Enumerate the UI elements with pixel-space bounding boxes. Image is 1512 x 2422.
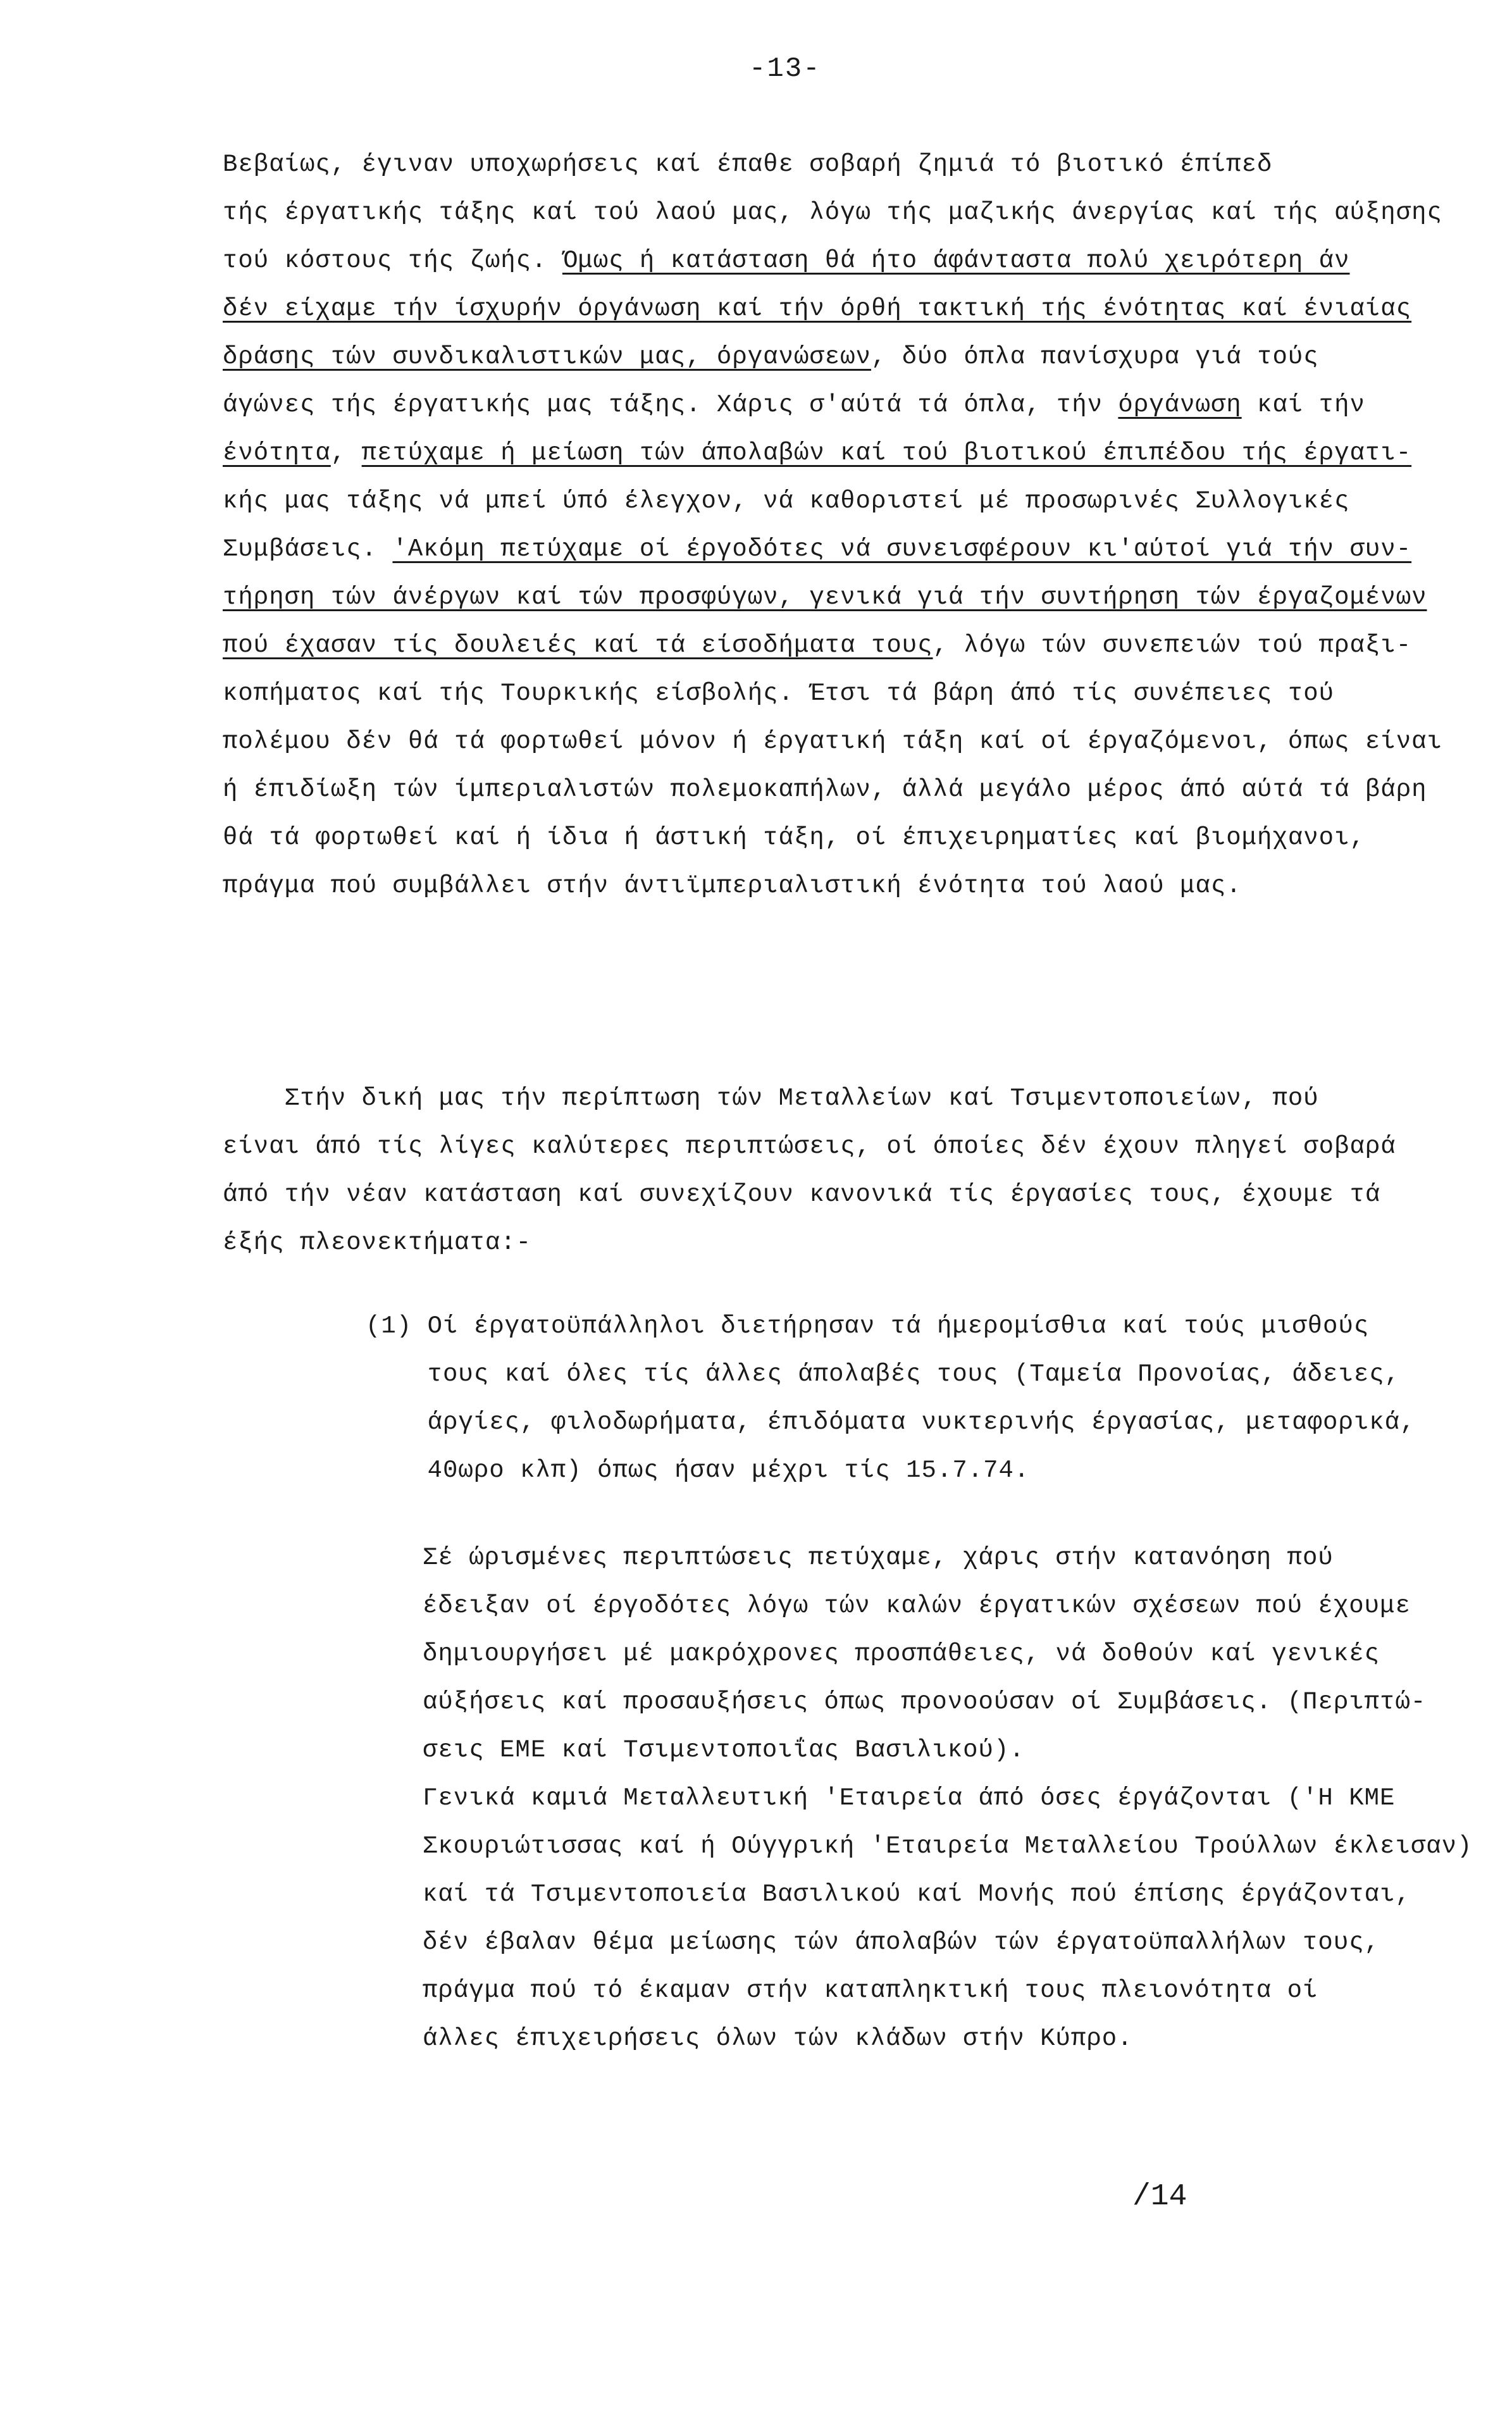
text-line [366, 1350, 1415, 1398]
text-line [423, 1870, 1472, 1918]
text-segment: , [330, 439, 362, 467]
text-line [223, 717, 1442, 766]
text-segment: άλλες έπιχειρήσεις όλων τών κλάδων στήν Κύπρο. [423, 2025, 1133, 2052]
paragraph-companies [223, 1074, 1396, 1267]
list-item-1 [366, 1302, 1415, 1494]
text-line [223, 189, 1442, 237]
text-segment: τού κόστους τής ζωής. [223, 247, 562, 275]
text-segment: θά τά φορτωθεί καί ή ίδια ή άστική τάξη, οί έπιχειρηματίες καί βιομήχανοι, [223, 824, 1365, 852]
text-line [223, 285, 1442, 333]
text-line [223, 1122, 1396, 1171]
paragraph-main [223, 140, 1442, 910]
text-segment: ή έπιδίωξη τών ίμπεριαλιστών πολεμοκαπήλων, άλλά μεγάλο μέρος άπό αύτά τά βάρη [223, 776, 1427, 804]
underlined-text: Όμως ή κατάσταση θά ήτο άφάνταστα πολύ χειρότερη άν [562, 247, 1350, 275]
text-line [223, 862, 1442, 910]
text-segment: τής έργατικής τάξης καί τού λαού μας, λόγω τής μαζικής άνεργίας καί τής αύξησης [223, 199, 1442, 227]
text-segment: κής μας τάξης νά μπεί ύπό έλεγχον, νά καθοριστεί μέ προσωρινές Συλλογικές [223, 487, 1350, 515]
text-line [223, 429, 1442, 477]
text-line [223, 573, 1442, 621]
text-line [223, 621, 1442, 669]
underlined-text: τήρηση τών άνέργων καί τών προσφύγων, γενικά γιά τήν συντήρηση τών έργαζομένων [223, 583, 1427, 611]
text-segment: τους καί όλες τίς άλλες άπολαβές τους (Ταμεία Προνοίας, άδειες, [366, 1360, 1401, 1388]
underlined-text: πού έχασαν τίς δουλειές καί τά είσοδήματα τους [223, 631, 933, 659]
text-line [366, 1446, 1415, 1494]
list-item-1-continuation [423, 1534, 1472, 2063]
underlined-text: δέν είχαμε τήν ίσχυρήν όργάνωση καί τήν όρθή τακτική τής ένότητας καί ένιαίας [223, 295, 1412, 323]
text-segment: δημιουργήσει μέ μακρόχρονες προσπάθειες, νά δοθούν καί γενικές [423, 1640, 1380, 1668]
text-segment: έδειξαν οί έργοδότες λόγω τών καλών έργατικών σχέσεων πού έχουμε [423, 1592, 1411, 1620]
text-line [423, 1534, 1472, 1582]
text-segment: Σκουριώτισσας καί ή Ούγγρική 'Εταιρεία Μεταλλείου Τρούλλων έκλεισαν) [423, 1832, 1473, 1860]
underlined-text: 'Ακόμη πετύχαμε οί έργοδότες νά συνεισφέρουν κι'αύτοί γιά τήν συν- [392, 535, 1412, 563]
text-line [223, 477, 1442, 525]
underlined-text: πετύχαμε ή μείωση τών άπολαβών καί τού βιοτικού έπιπέδου τής έργατι- [361, 439, 1412, 467]
text-line [223, 814, 1442, 862]
text-line [223, 381, 1442, 429]
text-segment: άργίες, φιλοδωρήματα, έπιδόματα νυκτερινής έργασίας, μεταφορικά, [366, 1408, 1416, 1436]
text-segment: , δύο όπλα πανίσχυρα γιά τούς [871, 343, 1319, 371]
text-line [223, 669, 1442, 717]
text-segment: άπό τήν νέαν κατάσταση καί συνεχίζουν κανονικά τίς έργασίες τους, έχουμε τά [223, 1181, 1381, 1208]
page-number: -13- [749, 53, 821, 85]
next-page-reference: /14 [1132, 2180, 1187, 2214]
text-line [423, 1582, 1472, 1630]
text-segment: Βεβαίως, έγιναν υποχωρήσεις καί έπαθε σοβαρή ζημιά τό βιοτικό έπίπεδ [223, 151, 1273, 178]
text-segment: δέν έβαλαν θέμα μείωσης τών άπολαβών τών έργατοϋπαλλήλων τους, [423, 1928, 1380, 1956]
text-line [423, 1726, 1472, 1774]
underlined-text: δράσης τών συνδικαλιστικών μας, όργανώσεων [223, 343, 871, 371]
text-segment: (1) Οί έργατοϋπάλληλοι διετήρησαν τά ήμερομίσθια καί τούς μισθούς [366, 1312, 1370, 1340]
text-line [223, 525, 1442, 573]
text-line [223, 1219, 1396, 1267]
text-segment: σεις ΕΜΕ καί Τσιμεντοποιΐας Βασιλικού). [423, 1736, 1025, 1764]
text-segment: , λόγω τών συνεπειών τού πραξι- [933, 631, 1412, 659]
text-segment: πολέμου δέν θά τά φορτωθεί μόνον ή έργατική τάξη καί οί έργαζόμενοι, όπως είναι [223, 728, 1442, 755]
text-segment: κοπήματος καί τής Τουρκικής είσβολής. Έτσι τά βάρη άπό τίς συνέπειες τού [223, 680, 1335, 707]
text-segment: έξής πλεονεκτήματα:- [223, 1229, 532, 1257]
text-line [223, 1171, 1396, 1219]
text-line [423, 1822, 1472, 1870]
text-line [223, 766, 1442, 814]
text-line [366, 1302, 1415, 1350]
text-line [223, 237, 1442, 285]
text-line [423, 1918, 1472, 1966]
text-segment: 40ωρο κλπ) όπως ήσαν μέχρι τίς 15.7.74. [366, 1456, 1030, 1484]
text-segment: πράγμα πού συμβάλλει στήν άντιϊμπεριαλιστική ένότητα τού λαού μας. [223, 872, 1242, 900]
text-line [423, 2015, 1472, 2063]
text-segment: αύξήσεις καί προσαυξήσεις όπως προνοούσαν οί Συμβάσεις. (Περιπτώ- [423, 1688, 1427, 1716]
text-segment: Συμβάσεις. [223, 535, 393, 563]
text-segment: πράγμα πού τό έκαμαν στήν καταπληκτική τους πλειονότητα οί [423, 1977, 1318, 2004]
text-line [223, 140, 1442, 189]
text-line [223, 1074, 1396, 1122]
text-segment: άγώνες τής έργατικής μας τάξης. Χάρις σ'αύτά τά όπλα, τήν [223, 391, 1119, 419]
text-segment: Γενικά καμιά Μεταλλευτική 'Εταιρεία άπό όσες έργάζονται ('Η ΚΜΕ [423, 1784, 1396, 1812]
text-line [223, 333, 1442, 381]
text-line [423, 1774, 1472, 1822]
text-line [423, 1630, 1472, 1678]
underlined-text: ένότητα [223, 439, 331, 467]
text-segment: καί τά Τσιμεντοποιεία Βασιλικού καί Μονής πού έπίσης έργάζονται, [423, 1880, 1411, 1908]
underlined-text: όργάνωση [1118, 391, 1242, 419]
text-line [366, 1398, 1415, 1446]
text-segment: καί τήν [1241, 391, 1365, 419]
text-segment: Σέ ώρισμένες περιπτώσεις πετύχαμε, χάρις στήν κατανόηση πού [423, 1544, 1334, 1572]
text-segment: Στήν δική μας τήν περίπτωση τών Μεταλλείων καί Τσιμεντοποιείων, πού [223, 1084, 1319, 1112]
text-line [423, 1966, 1472, 2015]
text-segment: είναι άπό τίς λίγες καλύτερες περιπτώσεις, οί όποίες δέν έχουν πληγεί σοβαρά [223, 1133, 1396, 1160]
text-line [423, 1678, 1472, 1726]
